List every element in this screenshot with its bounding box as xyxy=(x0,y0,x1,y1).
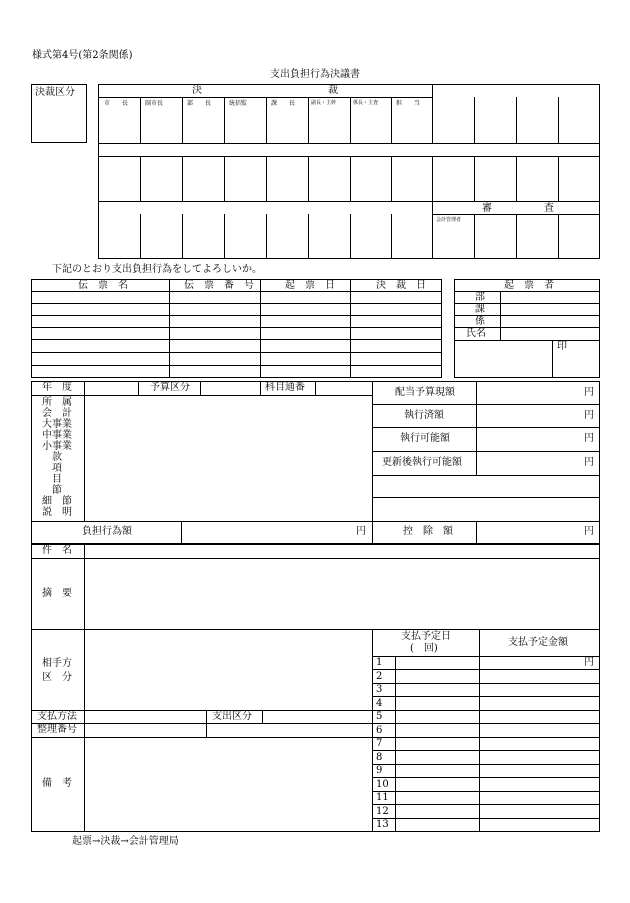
approval-grid xyxy=(98,84,600,259)
budget-item-label: 項 xyxy=(52,463,62,474)
kihyosha-header: 起 票 者 xyxy=(504,280,554,291)
budget-item-label: 款 xyxy=(52,452,62,463)
instruction: 下記のとおり支出負担行為をしてよろしいか。 xyxy=(52,264,262,275)
form-number: 様式第4号(第2条関係) xyxy=(32,50,133,61)
kihyosha-label: 課 xyxy=(475,304,485,315)
form-title: 支出負担行為決議書 xyxy=(270,69,360,80)
nendo-label: 年 度 xyxy=(42,382,72,393)
kihyosha-label: 係 xyxy=(475,316,485,327)
schedule-row-number: 4 xyxy=(376,698,383,709)
voucher-table xyxy=(31,279,442,378)
yen-unit: 円 xyxy=(584,387,594,398)
schedule-row-number: 3 xyxy=(376,684,383,695)
amount-label: 執行済額 xyxy=(404,410,444,421)
amount-label: 執行可能額 xyxy=(400,433,450,444)
schedule-row-number: 10 xyxy=(376,779,389,790)
yosan-kubun-label: 予算区分 xyxy=(150,382,190,393)
schedule-times: ( 回) xyxy=(410,643,438,654)
budget-item-label: 所 属 xyxy=(42,397,72,408)
shinsa-right: 査 xyxy=(544,203,554,214)
yen-unit: 円 xyxy=(584,433,594,444)
role-label: 担 当 xyxy=(396,100,421,107)
kubun-label: 区 分 xyxy=(42,672,72,683)
schedule-amount-header: 支払予定金額 xyxy=(508,637,568,648)
yen-unit: 円 xyxy=(584,526,594,537)
budget-item-label: 目 xyxy=(52,474,62,485)
budget-item-label: 細 節 xyxy=(42,496,72,507)
voucher-header: 起 票 日 xyxy=(285,280,335,291)
shiharai-houhou-label: 支払方法 xyxy=(37,711,77,722)
footer-route: 起票→決裁→会計管理局 xyxy=(72,836,179,847)
kessai-kubun-label: 決裁区分 xyxy=(35,87,75,98)
budget-item-label: 小事業 xyxy=(42,441,72,452)
kihyosha-label: 部 xyxy=(475,292,485,303)
aitegata-label: 相手方 xyxy=(42,658,72,669)
detail-block xyxy=(31,544,600,832)
role-label: 係長・主査 xyxy=(353,100,379,106)
schedule-row-number: 2 xyxy=(376,671,383,682)
schedule-row-number: 11 xyxy=(376,792,389,803)
yen-unit: 円 xyxy=(584,457,594,468)
seiri-bango-label: 整理番号 xyxy=(37,724,77,735)
amount-label: 更新後執行可能額 xyxy=(382,457,462,468)
kojo-label: 控 除 額 xyxy=(403,526,453,537)
voucher-header: 伝 票 番 号 xyxy=(184,280,254,291)
budget-block xyxy=(31,381,600,544)
schedule-row-number: 8 xyxy=(376,752,383,763)
shiharai-kubun-label: 支出区分 xyxy=(212,711,252,722)
schedule-row-number: 13 xyxy=(376,819,389,830)
role-label: 副市長 xyxy=(145,100,164,107)
schedule-date-header: 支払予定日 xyxy=(401,631,451,642)
kessai-left: 決 xyxy=(192,85,202,96)
shinsa-left: 審 xyxy=(482,203,492,214)
schedule-row-number: 9 xyxy=(376,765,383,776)
amount-label: 配当予算現額 xyxy=(395,387,455,398)
biko-label: 備 考 xyxy=(42,778,72,789)
yen-unit: 円 xyxy=(584,410,594,421)
futan-label: 負担行為額 xyxy=(82,526,132,537)
budget-item-label: 中事業 xyxy=(42,430,72,441)
yen-unit: 円 xyxy=(584,657,594,668)
seal-mark: 印 xyxy=(557,341,567,352)
role-label: 課 長 xyxy=(271,100,296,107)
budget-item-label: 説 明 xyxy=(42,507,72,518)
role-label: 副長・主幹 xyxy=(311,100,337,106)
gaiyo-label: 摘 要 xyxy=(42,588,72,599)
schedule-row-number: 6 xyxy=(376,725,383,736)
schedule-row-number: 12 xyxy=(376,806,389,817)
schedule-row-number: 5 xyxy=(376,711,383,722)
budget-item-label: 会 計 xyxy=(42,408,72,419)
kenmei-label: 件 名 xyxy=(42,545,72,556)
kessai-right: 裁 xyxy=(328,85,338,96)
schedule-row-number: 7 xyxy=(376,738,383,749)
budget-item-label: 節 xyxy=(52,485,62,496)
schedule-row-number: 1 xyxy=(376,657,383,668)
yen-unit: 円 xyxy=(356,526,366,537)
role-label: 部 長 xyxy=(187,100,212,107)
role-label: 統括監 xyxy=(229,100,248,107)
voucher-header: 決 裁 日 xyxy=(376,280,426,291)
kaikei-note: 会計管理者 xyxy=(436,217,462,223)
kihyosha-label: 氏名 xyxy=(466,328,486,339)
role-label: 市 長 xyxy=(104,100,129,107)
budget-item-label: 大事業 xyxy=(42,419,72,430)
kamoku-label: 科目通番 xyxy=(265,382,305,393)
voucher-header: 伝 票 名 xyxy=(78,280,128,291)
